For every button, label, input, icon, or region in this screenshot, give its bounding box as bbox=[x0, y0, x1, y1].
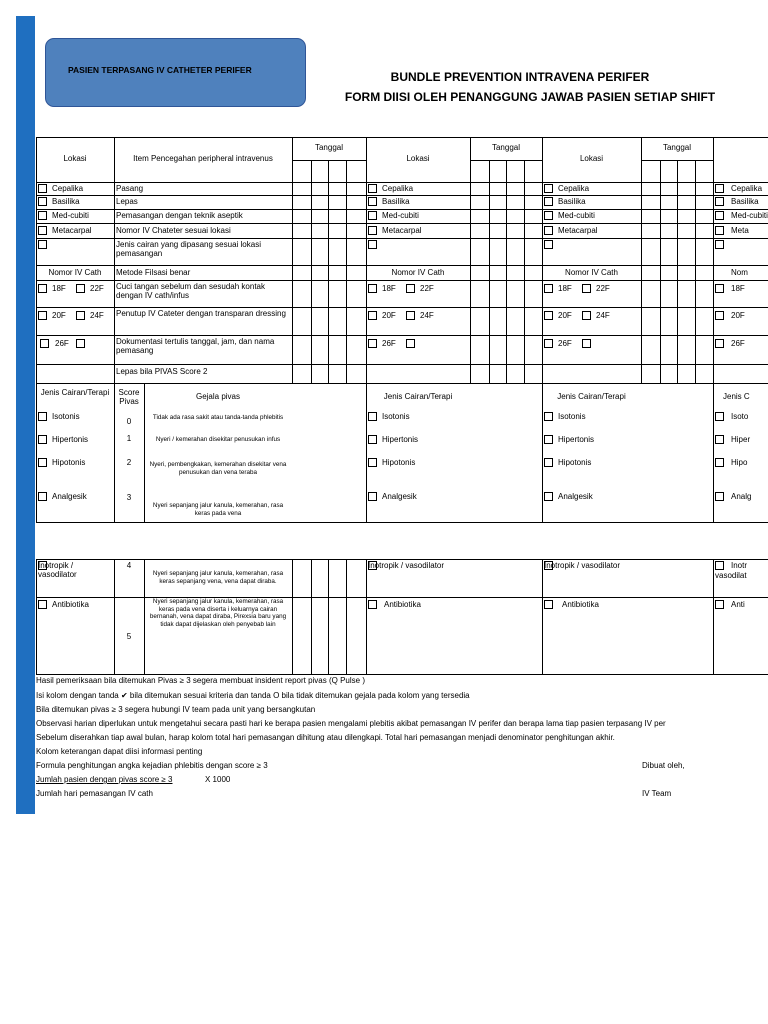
symptom-text: Nyeri sepanjang jalur kanula, kemerahan, rasa keras pada vena diserta i keluarnya cairan bernanah, vena dapat diraba, Pirexsia baru yang tidak dapat dijelaskan oleh penyebab lain bbox=[149, 598, 287, 628]
checkbox[interactable] bbox=[544, 184, 553, 193]
therapy-label: Inotropik / vasodilator bbox=[544, 561, 621, 570]
grid-line bbox=[36, 335, 768, 336]
size-label: 26F bbox=[731, 339, 745, 348]
checkbox[interactable] bbox=[715, 492, 724, 501]
score-value: 0 bbox=[126, 417, 132, 426]
left-accent-bar bbox=[16, 16, 35, 814]
grid-line bbox=[36, 195, 768, 196]
size-label: 20F bbox=[382, 311, 396, 320]
location-label: Basilika bbox=[731, 197, 759, 206]
location-label: Basilika bbox=[52, 197, 80, 206]
grid-line bbox=[144, 383, 145, 522]
therapy-label: Inotropik / vasodilator bbox=[38, 561, 77, 579]
checkbox[interactable] bbox=[406, 339, 415, 348]
checkbox[interactable] bbox=[544, 412, 553, 421]
grid-line bbox=[36, 559, 768, 560]
grid-line bbox=[114, 559, 115, 674]
checkbox[interactable] bbox=[715, 184, 724, 193]
therapy-label: Anti bbox=[731, 600, 745, 609]
checkbox[interactable] bbox=[38, 226, 47, 235]
checkbox[interactable] bbox=[715, 311, 724, 320]
checkbox[interactable] bbox=[544, 197, 553, 206]
therapy-label: Analgesik bbox=[382, 492, 417, 501]
size-label: 18F bbox=[558, 284, 572, 293]
therapy-label: Antibiotika bbox=[562, 600, 599, 609]
size-label: 18F bbox=[52, 284, 66, 293]
jenis-header: Jenis Cairan/Terapi bbox=[557, 392, 626, 401]
checkbox[interactable] bbox=[544, 284, 553, 293]
therapy-label: Isotonis bbox=[558, 412, 586, 421]
location-label: Meta bbox=[731, 226, 749, 235]
therapy-label: Hipertonis bbox=[52, 435, 89, 444]
checkbox[interactable] bbox=[544, 339, 553, 348]
checkbox[interactable] bbox=[38, 412, 47, 421]
checkbox[interactable] bbox=[38, 600, 47, 609]
jenis-header: Jenis C bbox=[723, 392, 750, 401]
location-label: Metacarpal bbox=[382, 226, 422, 235]
note-line: Isi kolom dengan tanda ✔ bila ditemukan sesuai kriteria dan tanda O bila tidak ditemukan gejala pada kolom yang tersedia bbox=[36, 691, 470, 700]
therapy-label: Analgesik bbox=[52, 492, 87, 501]
checkbox[interactable] bbox=[544, 458, 553, 467]
size-label: 26F bbox=[55, 339, 69, 348]
form-title: BUNDLE PREVENTION INTRAVENA PERIFER bbox=[390, 70, 650, 84]
grid-line bbox=[542, 559, 543, 674]
checkbox[interactable] bbox=[715, 435, 724, 444]
score-value: 3 bbox=[126, 493, 132, 502]
col-header-lokasi: Lokasi bbox=[63, 154, 87, 163]
grid-line bbox=[114, 137, 115, 383]
checkbox[interactable] bbox=[368, 197, 377, 206]
therapy-label: vasodilat bbox=[715, 571, 747, 580]
checkbox[interactable] bbox=[715, 240, 724, 249]
grid-line bbox=[36, 238, 768, 239]
grid-line bbox=[36, 137, 768, 138]
symptom-text: Nyeri sepanjang jalur kanula, kemerahan, rasa keras pada vena bbox=[152, 502, 284, 517]
checkbox[interactable] bbox=[368, 284, 377, 293]
therapy-label: Hiper bbox=[731, 435, 751, 444]
checkbox[interactable] bbox=[38, 435, 47, 444]
col-header-lokasi: Lokasi bbox=[406, 154, 430, 163]
grid-line bbox=[366, 137, 367, 522]
formula-denominator: Jumlah hari pemasangan IV cath bbox=[36, 789, 153, 798]
grid-line bbox=[311, 559, 312, 674]
grid-line bbox=[366, 559, 367, 674]
checkbox[interactable] bbox=[38, 211, 47, 220]
checkbox[interactable] bbox=[544, 240, 553, 249]
checkbox[interactable] bbox=[368, 412, 377, 421]
therapy-label: Hipertonis bbox=[558, 435, 595, 444]
jenis-header: Jenis Cairan/Terapi bbox=[40, 388, 110, 397]
grid-line bbox=[524, 160, 525, 383]
grid-line bbox=[292, 559, 293, 674]
grid-line bbox=[695, 160, 696, 383]
note-line: Observasi harian diperlukan untuk mengetahui secara pasti hari ke berapa pasien mengalami plebitis akibat pemasangan IV perifer dan berapa lama tiap pasien terpasang IV per bbox=[36, 719, 666, 728]
grid-line bbox=[346, 160, 347, 383]
grid-line bbox=[36, 137, 37, 522]
checkbox[interactable] bbox=[38, 284, 47, 293]
checkbox[interactable] bbox=[406, 284, 415, 293]
grid-line bbox=[36, 522, 768, 523]
checkbox[interactable] bbox=[715, 197, 724, 206]
location-label: Med-cubiti bbox=[52, 211, 89, 220]
location-label: Cepalika bbox=[382, 184, 414, 193]
grid-line bbox=[713, 137, 714, 522]
therapy-label: Hipertonis bbox=[382, 435, 419, 444]
col-header-tanggal: Tanggal bbox=[662, 143, 692, 152]
therapy-label: Analg bbox=[731, 492, 752, 501]
location-label: Cepalika bbox=[731, 184, 763, 193]
location-label: Cepalika bbox=[558, 184, 590, 193]
grid-line bbox=[36, 674, 768, 675]
checkbox[interactable] bbox=[38, 240, 47, 249]
checkbox[interactable] bbox=[368, 492, 377, 501]
location-label: Cepalika bbox=[52, 184, 84, 193]
checkbox[interactable] bbox=[38, 311, 47, 320]
col-header-item: Item Pencegahan peripheral intravenus bbox=[133, 154, 273, 163]
therapy-label: Isotonis bbox=[382, 412, 410, 421]
therapy-label: Inotr bbox=[731, 561, 748, 570]
item-text: Lepas bbox=[116, 197, 138, 206]
size-label: 18F bbox=[731, 284, 745, 293]
grid-line bbox=[36, 383, 768, 384]
checkbox[interactable] bbox=[715, 412, 724, 421]
grid-line bbox=[292, 160, 366, 161]
checkbox[interactable] bbox=[582, 311, 591, 320]
gejala-header: Gejala pivas bbox=[195, 392, 241, 401]
grid-line bbox=[346, 559, 347, 674]
item-text: Nomor IV Chateter sesuai lokasi bbox=[116, 226, 231, 235]
location-label: Basilika bbox=[558, 197, 586, 206]
size-label: 20F bbox=[558, 311, 572, 320]
score-value: 5 bbox=[126, 632, 132, 641]
grid-line bbox=[36, 209, 768, 210]
location-label: Med-cubiti bbox=[382, 211, 419, 220]
grid-line bbox=[36, 307, 768, 308]
symptom-text: Nyeri, pembengkakan, kemerahan disekitar vena penusukan dan vena teraba bbox=[149, 461, 287, 476]
note-line: Formula penghitungan angka kejadian phlebitis dengan score ≥ 3 bbox=[36, 761, 268, 770]
grid-line bbox=[506, 160, 507, 383]
checkbox[interactable] bbox=[40, 339, 49, 348]
formula-multiplier: X 1000 bbox=[205, 775, 231, 784]
checkbox[interactable] bbox=[715, 226, 724, 235]
therapy-label: Isoto bbox=[731, 412, 749, 421]
item-text: Pemasangan dengan teknik aseptik bbox=[116, 211, 243, 220]
note-line: Hasil pemeriksaan bila ditemukan Pivas ≥ 3 segera membuat insident report pivas (Q Pulse ) bbox=[36, 676, 365, 685]
therapy-label: Inotropik / vasodilator bbox=[368, 561, 445, 570]
checkbox[interactable] bbox=[368, 240, 377, 249]
grid-line bbox=[328, 559, 329, 674]
checkbox[interactable] bbox=[544, 226, 553, 235]
checkbox[interactable] bbox=[715, 600, 724, 609]
checkbox[interactable] bbox=[544, 211, 553, 220]
size-label: 24F bbox=[420, 311, 434, 320]
grid-line bbox=[470, 137, 471, 383]
therapy-label: Antibiotika bbox=[384, 600, 421, 609]
form-subtitle: FORM DIISI OLEH PENANGGUNG JAWAB PASIEN SETIAP SHIFT bbox=[344, 90, 716, 104]
score-value: 1 bbox=[126, 434, 132, 443]
checkbox[interactable] bbox=[38, 458, 47, 467]
grid-line bbox=[311, 160, 312, 383]
checkbox[interactable] bbox=[76, 311, 85, 320]
item-text: Penutup IV Cateter dengan transparan dressing bbox=[116, 309, 286, 318]
score-value: 4 bbox=[126, 561, 132, 570]
item-text: Cuci tangan sebelum dan sesudah kontak dengan IV cath/infus bbox=[116, 282, 265, 300]
grid-line bbox=[489, 160, 490, 383]
therapy-label: Analgesik bbox=[558, 492, 593, 501]
checkbox[interactable] bbox=[368, 339, 377, 348]
note-line: Bila ditemukan pivas ≥ 3 segera hubungi IV team pada unit yang bersangkutan bbox=[36, 705, 316, 714]
item-text: Lepas bila PIVAS Score 2 bbox=[116, 367, 208, 376]
grid-line bbox=[677, 160, 678, 383]
checkbox[interactable] bbox=[38, 492, 47, 501]
checkbox[interactable] bbox=[582, 284, 591, 293]
signature-team: IV Team bbox=[642, 789, 672, 798]
note-line: Sebelum diserahkan tiap awal bulan, harap kolom total hari pemasangan dihitung atau dilengkapi. Total hari pemasangan menjadi denominator penghitungan akhir. bbox=[36, 733, 615, 742]
grid-line bbox=[36, 265, 768, 266]
size-label: 20F bbox=[52, 311, 66, 320]
therapy-label: Hipotonis bbox=[382, 458, 416, 467]
item-text: Dokumentasi tertulis tanggal, jam, dan nama pemasang bbox=[116, 337, 275, 355]
grid-line bbox=[144, 559, 145, 674]
grid-line bbox=[36, 182, 768, 183]
location-label: Basilika bbox=[382, 197, 410, 206]
item-text: Pasang bbox=[116, 184, 144, 193]
therapy-label: Hipo bbox=[731, 458, 748, 467]
grid-line bbox=[641, 137, 642, 383]
location-label: Med-cubiti bbox=[731, 211, 768, 220]
size-label: 22F bbox=[596, 284, 610, 293]
size-label: 18F bbox=[382, 284, 396, 293]
grid-line bbox=[328, 160, 329, 383]
checkbox[interactable] bbox=[368, 184, 377, 193]
signature-label: Dibuat oleh, bbox=[642, 761, 685, 770]
therapy-label: Hipotonis bbox=[558, 458, 592, 467]
size-label: 20F bbox=[731, 311, 745, 320]
checkbox[interactable] bbox=[368, 226, 377, 235]
grid-line bbox=[36, 223, 768, 224]
checkbox[interactable] bbox=[368, 458, 377, 467]
formula-numerator: Jumlah pasien dengan pivas score ≥ 3 bbox=[36, 775, 173, 784]
grid-line bbox=[660, 160, 661, 383]
symptom-text: Tidak ada rasa sakit atau tanda-tanda phlebitis bbox=[152, 414, 284, 421]
size-label: 24F bbox=[596, 311, 610, 320]
grid-line bbox=[36, 559, 37, 674]
checkbox[interactable] bbox=[715, 284, 724, 293]
checkbox[interactable] bbox=[544, 435, 553, 444]
checkbox[interactable] bbox=[544, 311, 553, 320]
location-label: Med-cubiti bbox=[558, 211, 595, 220]
note-line: Kolom keterangan dapat diisi informasi penting bbox=[36, 747, 203, 756]
size-label: 22F bbox=[420, 284, 434, 293]
patient-tag: PASIEN TERPASANG IV CATHETER PERIFER bbox=[45, 38, 306, 107]
jenis-header: Jenis Cairan/Terapi bbox=[383, 392, 453, 401]
col-header-tanggal: Tanggal bbox=[314, 143, 344, 152]
item-text: Metode Filsasi benar bbox=[116, 268, 191, 277]
checkbox[interactable] bbox=[76, 339, 85, 348]
item-text: Jenis cairan yang dipasang sesuai lokasi pemasangan bbox=[116, 240, 261, 258]
nomor-iv-header: Nomor IV Cath bbox=[391, 268, 445, 277]
checkbox[interactable] bbox=[368, 435, 377, 444]
checkbox[interactable] bbox=[582, 339, 591, 348]
symptom-text: Nyeri sepanjang jalur kanula, kemerahan, rasa keras sepanjang vena, vena dapat diraba. bbox=[152, 570, 284, 585]
nomor-iv-header: Nomor IV Cath bbox=[565, 268, 618, 277]
grid-line bbox=[713, 559, 714, 674]
checkbox[interactable] bbox=[544, 492, 553, 501]
checkbox[interactable] bbox=[715, 339, 724, 348]
grid-line bbox=[36, 364, 768, 365]
score-value: 2 bbox=[126, 458, 132, 467]
score-header: Score Pivas bbox=[118, 388, 140, 406]
size-label: 26F bbox=[382, 339, 396, 348]
checkbox[interactable] bbox=[368, 311, 377, 320]
grid-line bbox=[542, 137, 543, 522]
location-label: Metacarpal bbox=[558, 226, 598, 235]
checkbox[interactable] bbox=[368, 600, 377, 609]
checkbox[interactable] bbox=[368, 211, 377, 220]
col-header-tanggal: Tanggal bbox=[491, 143, 521, 152]
nomor-iv-header: Nom bbox=[731, 268, 748, 277]
nomor-iv-header: Nomor IV Cath bbox=[48, 268, 102, 277]
grid-line bbox=[36, 280, 768, 281]
checkbox[interactable] bbox=[76, 284, 85, 293]
checkbox[interactable] bbox=[715, 458, 724, 467]
grid-line bbox=[292, 137, 293, 383]
therapy-label: Antibiotika bbox=[52, 600, 89, 609]
checkbox[interactable] bbox=[406, 311, 415, 320]
checkbox[interactable] bbox=[715, 211, 724, 220]
therapy-label: Hipotonis bbox=[52, 458, 86, 467]
size-label: 22F bbox=[90, 284, 104, 293]
size-label: 26F bbox=[558, 339, 572, 348]
size-label: 24F bbox=[90, 311, 104, 320]
checkbox[interactable] bbox=[38, 197, 47, 206]
symptom-text: Nyeri / kemerahan disekitar penusukan infus bbox=[155, 436, 281, 443]
col-header-lokasi: Lokasi bbox=[579, 154, 604, 163]
checkbox[interactable] bbox=[544, 600, 553, 609]
checkbox[interactable] bbox=[715, 561, 724, 570]
therapy-label: Isotonis bbox=[52, 412, 80, 421]
checkbox[interactable] bbox=[38, 184, 47, 193]
location-label: Metacarpal bbox=[52, 226, 92, 235]
